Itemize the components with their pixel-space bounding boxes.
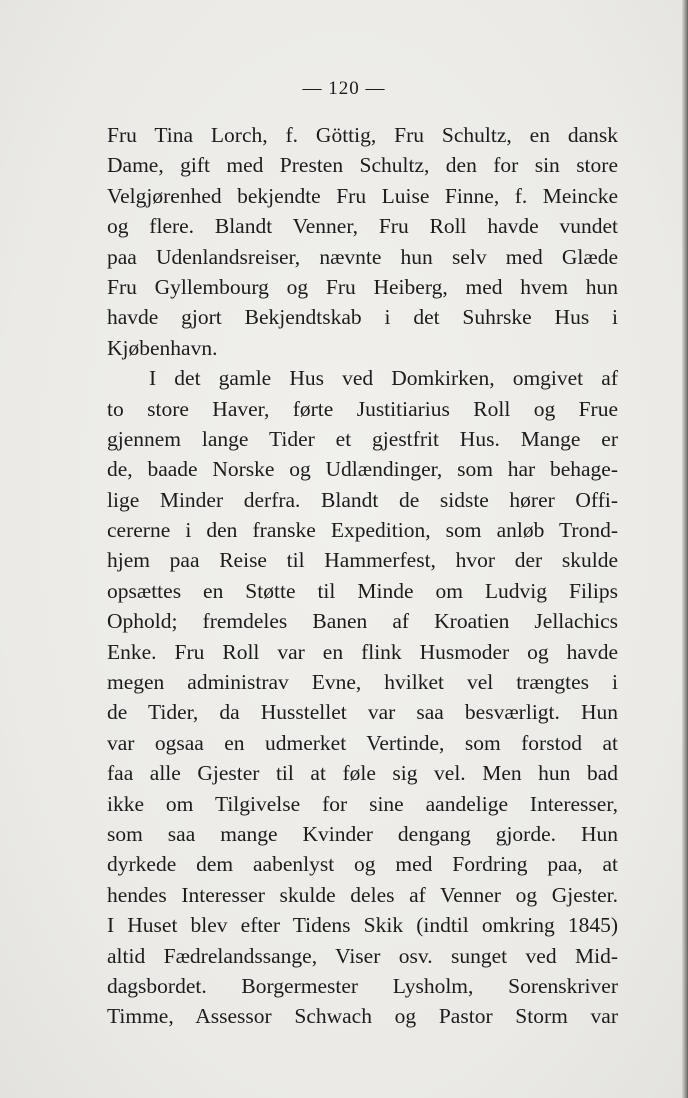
page-number: — 120 — xyxy=(302,78,386,99)
text-line: Enke. Fru Roll var en flink Husmoder og havde xyxy=(107,639,618,664)
text-line: altid Fædrelandssange, Viser osv. sunget ved Mid- xyxy=(107,943,618,968)
text-line: havde gjort Bekjendtskab i det Suhrske Hus i xyxy=(107,305,618,330)
text-line: gjennem lange Tider et gjestfrit Hus. Mange er xyxy=(107,426,618,451)
text-line: hendes Interesser skulde deles af Venner og Gjester. xyxy=(107,882,618,907)
paragraph-start-line: I det gamle Hus ved Domkirken, omgivet af xyxy=(149,366,618,391)
text-line: opsættes en Støtte til Minde om Ludvig Filips xyxy=(107,578,618,603)
text-line: som saa mange Kvinder dengang gjorde. Hun xyxy=(107,821,618,846)
text-line: Velgjørenhed bekjendte Fru Luise Finne, f. Meincke xyxy=(107,183,618,208)
text-line: dagsbordet. Borgermester Lysholm, Sorenskriver xyxy=(107,973,618,998)
text-line: Timme, Assessor Schwach og Pastor Storm var xyxy=(107,1004,618,1029)
text-line: var ogsaa en udmerket Vertinde, som forstod at xyxy=(107,730,618,755)
text-line: de, baade Norske og Udlændinger, som har behage- xyxy=(107,457,618,482)
text-line: og flere. Blandt Venner, Fru Roll havde vundet xyxy=(107,214,618,239)
text-line: de Tider, da Husstellet var saa besværligt. Hun xyxy=(107,700,618,725)
text-line: Fru Gyllembourg og Fru Heiberg, med hvem hun xyxy=(107,274,618,299)
text-line: megen administrav Evne, hvilket vel trængtes i xyxy=(107,670,618,695)
text-line: Dame, gift med Presten Schultz, den for sin store xyxy=(107,153,618,178)
text-line: to store Haver, førte Justitiarius Roll og Frue xyxy=(107,396,618,421)
text-line: faa alle Gjester til at føle sig vel. Men hun bad xyxy=(107,761,618,786)
text-line: lige Minder derfra. Blandt de sidste hører Offi- xyxy=(107,487,618,512)
text-line: Kjøbenhavn. xyxy=(107,335,218,360)
text-line: Fru Tina Lorch, f. Göttig, Fru Schultz, en dansk xyxy=(107,123,618,147)
text-line: Ophold; fremdeles Banen af Kroatien Jellachics xyxy=(107,609,618,634)
text-line: paa Udenlandsreiser, nævnte hun selv med Glæde xyxy=(107,244,618,269)
text-line: cererne i den franske Expedition, som anløb Trond- xyxy=(107,518,618,543)
text-line: hjem paa Reise til Hammerfest, hvor der skulde xyxy=(107,548,618,573)
text-line: I Huset blev efter Tidens Skik (indtil omkring 1845) xyxy=(107,913,618,938)
text-line: dyrkede dem aabenlyst og med Fordring paa, at xyxy=(107,852,618,877)
page-edge-shadow xyxy=(682,0,688,1098)
body-text xyxy=(107,120,618,1032)
text-line: ikke om Tilgivelse for sine aandelige Interesser, xyxy=(107,791,618,816)
